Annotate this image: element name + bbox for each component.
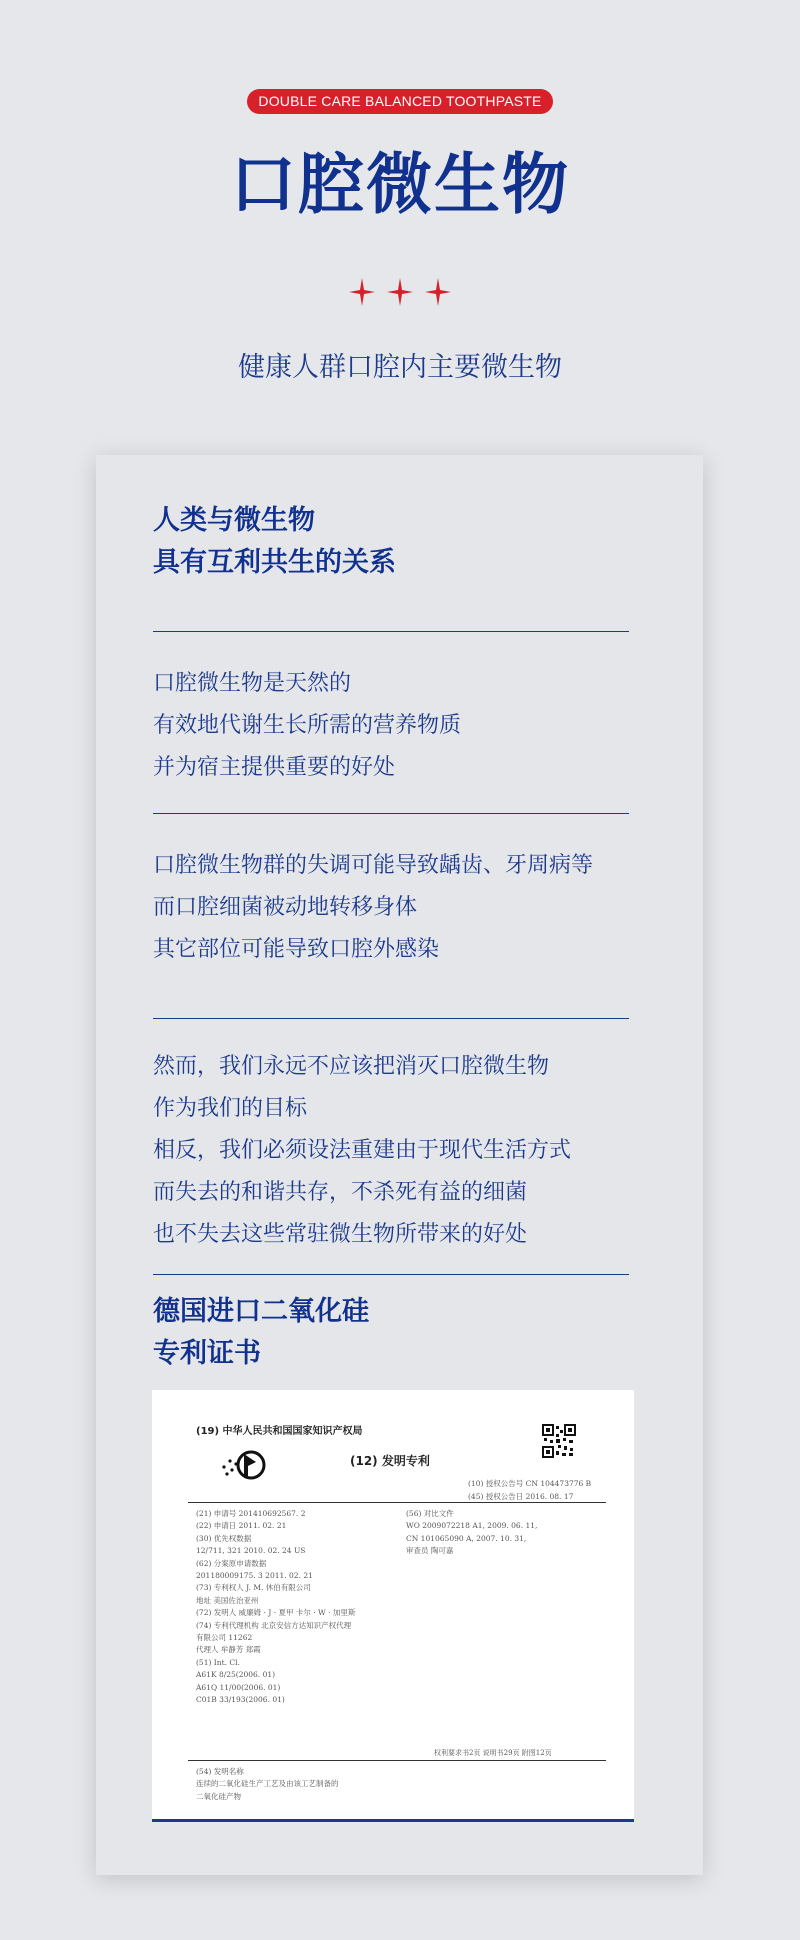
patent-office-logo-icon — [218, 1450, 266, 1480]
star-icon — [348, 270, 376, 314]
paragraph-2: 口腔微生物群的失调可能导致龋齿、牙周病等 而口腔细菌被动地转移身体 其它部位可能导致口腔外感染 — [153, 853, 594, 962]
product-badge: DOUBLE CARE BALANCED TOOTHPASTE — [247, 89, 553, 114]
paragraph-3: 然而，我们永远不应该把消灭口腔微生物 作为我们的目标 相反，我们必须设法重建由于现代生活方式 而失去的和谐共存，不杀死有益的细菌 也不失去这些常驻微生物所带来的好处 — [153, 1054, 572, 1247]
qr-code-icon — [542, 1424, 576, 1458]
content-card — [96, 455, 703, 1875]
cert-left-column: (21) 申请号 201410692567. 2 (22) 申请日 2011. 02. 21 (30) 优先权数据 12/711, 321 2010. 02. 24 US (62) 分案原申请数据 201180009175. 3 2011. 02. 21 (73) 专利权人 J. M. 休伯有限公司 地址 美国佐治亚州 (72) 发明人 威廉姆 · J · 夏甲 卡尔 · W · 加里斯 (74) 专利代理机构 北京安信方达知识产权代理 有限公司 11262 代理人 牟静芳 郑霞 (51) Int. Cl. A61K 8/25(2006. 01) A61Q 11/00(2006. 01) C01B 33/193(2006. 01) — [196, 1509, 356, 1705]
cert-invention: (54) 发明名称 连续的二氧化硅生产工艺及由该工艺制备的 二氧化硅产物 — [196, 1767, 339, 1801]
patent-heading: 德国进口二氧化硅 专利证书 — [153, 1296, 369, 1369]
divider — [153, 1274, 629, 1275]
section-heading: 人类与微生物 具有互利共生的关系 — [153, 505, 396, 578]
divider — [153, 1018, 629, 1019]
star-icon — [424, 270, 452, 314]
divider — [153, 813, 629, 814]
divider — [153, 631, 629, 632]
patent-certificate — [152, 1390, 634, 1822]
cert-office: (19) 中华人民共和国国家知识产权局 — [196, 1426, 363, 1437]
cert-pub-date: (45) 授权公告日 2016. 08. 17 — [468, 1492, 574, 1501]
cert-rule — [188, 1502, 606, 1503]
cert-rule — [188, 1760, 606, 1761]
star-icon — [386, 270, 414, 314]
cert-bottom-bar — [152, 1819, 634, 1822]
page-title: 口腔微生物 — [230, 146, 570, 223]
cert-pub-no: (10) 授权公告号 CN 104473776 B — [468, 1479, 592, 1488]
cert-page-counts: 权利要求书2页 说明书29页 附图12页 — [434, 1749, 552, 1757]
cert-right-column: (56) 对比文件 WO 2009072218 A1, 2009. 06. 11, CN 101065090 A, 2007. 10. 31, 审查员 陶可嘉 — [406, 1509, 538, 1556]
cert-type: (12) 发明专利 — [350, 1454, 430, 1468]
paragraph-1: 口腔微生物是天然的 有效地代谢生长所需的营养物质 并为宿主提供重要的好处 — [153, 671, 462, 780]
page-subtitle: 健康人群口腔内主要微生物 — [238, 352, 562, 383]
star-divider — [0, 270, 800, 314]
